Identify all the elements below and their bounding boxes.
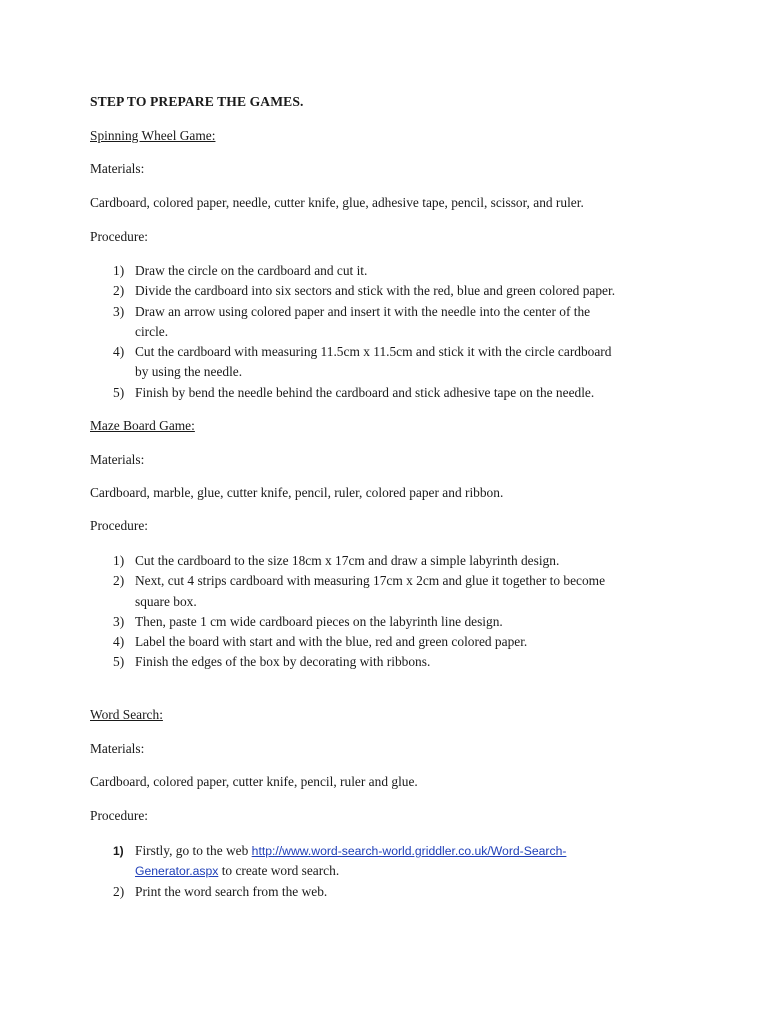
list-number: 5) (113, 654, 125, 670)
list-item-text: Firstly, go to the web (135, 843, 252, 858)
list-item (90, 342, 690, 383)
materials-text: Cardboard, colored paper, cutter knife, pencil, ruler and glue. (90, 774, 418, 789)
section-heading-word-search: Word Search: (90, 707, 163, 722)
procedure-list-maze-board (90, 551, 690, 673)
list-number: 1) (113, 263, 125, 278)
materials-label: Materials: (90, 161, 145, 176)
list-number: 5) (113, 384, 125, 400)
list-item (90, 551, 690, 571)
procedure-label: Procedure: (90, 229, 149, 244)
list-item (90, 882, 690, 902)
list-item-text-continued: by using the needle. (135, 364, 243, 380)
list-item (90, 841, 690, 882)
procedure-label: Procedure: (90, 518, 149, 533)
list-item-text: Next, cut 4 strips cardboard with measuring 17cm x 2cm and glue it together to become (135, 573, 606, 589)
list-item-text: Label the board with start and with the blue, red and green colored paper. (135, 634, 528, 650)
list-item (90, 652, 690, 672)
list-item (90, 302, 690, 343)
list-item-text-continued: circle. (135, 323, 169, 339)
list-number: 2) (113, 883, 125, 899)
list-item (90, 571, 690, 612)
list-number: 1) (113, 553, 125, 568)
materials-label: Materials: (90, 741, 145, 756)
list-item-text: Divide the cardboard into six sectors and stick with the red, blue and green colored paper. (135, 283, 616, 299)
list-number: 2) (113, 283, 125, 299)
section-heading-spinning-wheel: Spinning Wheel Game: (90, 128, 216, 143)
list-item-text-continued: square box. (135, 593, 197, 609)
list-item-text: Cut the cardboard to the size 18cm x 17cm and draw a simple labyrinth design. (135, 553, 560, 568)
list-item-text: Print the word search from the web. (135, 883, 328, 899)
list-item (90, 281, 690, 301)
list-item (90, 612, 690, 632)
list-number: 4) (113, 344, 125, 360)
list-item (90, 261, 690, 281)
list-item-text: Finish the edges of the box by decorating with ribbons. (135, 654, 431, 670)
procedure-label: Procedure: (90, 808, 149, 823)
word-search-generator-link[interactable]: http://www.word-search-world.griddler.co.uk/Word-Search- (251, 844, 567, 858)
list-item-text: Draw an arrow using colored paper and insert it with the needle into the center of the (135, 303, 591, 319)
word-search-generator-link-continued[interactable]: Generator.aspx (135, 864, 219, 879)
list-number: 4) (113, 634, 125, 650)
list-number: 2) (113, 573, 125, 589)
materials-text: Cardboard, colored paper, needle, cutter knife, glue, adhesive tape, pencil, scissor, and ruler. (90, 195, 584, 210)
materials-text: Cardboard, marble, glue, cutter knife, pencil, ruler, colored paper and ribbon. (90, 485, 504, 500)
list-number: 1) (113, 844, 124, 858)
materials-label: Materials: (90, 452, 145, 467)
procedure-list-spinning-wheel (90, 261, 690, 403)
procedure-list-word-search (90, 841, 690, 902)
document-title: STEP TO PREPARE THE GAMES. (90, 94, 304, 109)
list-item-text: Cut the cardboard with measuring 11.5cm x 11.5cm and stick it with the circle cardboard (135, 344, 612, 360)
list-item-text: Draw the circle on the cardboard and cut it. (135, 263, 368, 278)
list-item-text-continued: to create word search. (218, 863, 340, 879)
list-item-text: Then, paste 1 cm wide cardboard pieces on the labyrinth line design. (135, 613, 503, 629)
section-heading-maze-board: Maze Board Game: (90, 418, 195, 433)
list-item (90, 383, 690, 403)
list-number: 3) (113, 303, 125, 319)
list-item-text: Finish by bend the needle behind the cardboard and stick adhesive tape on the needle. (135, 384, 595, 400)
list-number: 3) (113, 613, 125, 629)
list-item (90, 632, 690, 652)
